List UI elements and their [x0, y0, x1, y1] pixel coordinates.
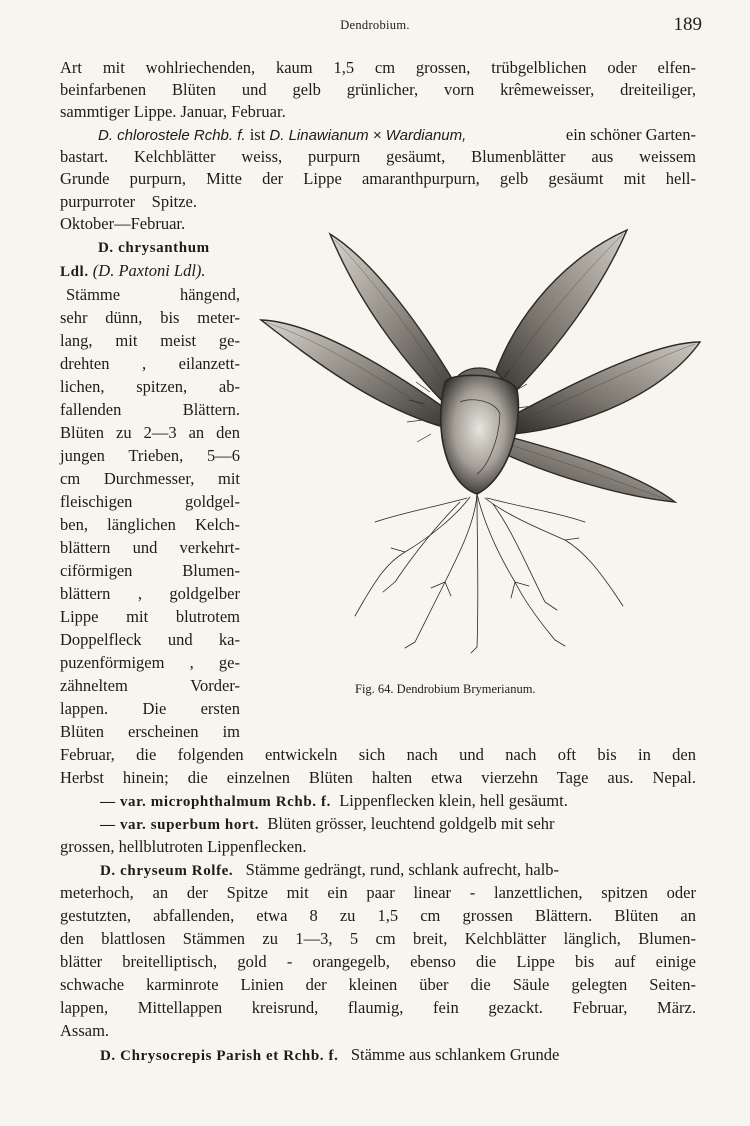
chryseum-first-line	[100, 859, 559, 882]
text-line: beinfarbenen Blüten und gelb grünlicher, vorn krêmeweisser, dreiteiliger,	[60, 80, 696, 99]
text-line: Oktober—Februar.	[60, 214, 186, 233]
text-line: purpurroter Spitze.	[60, 192, 198, 211]
text-line: gestutzten, abfallenden, etwa 8 zu 1,5 cm grossen Blättern. Blüten an	[60, 906, 696, 925]
hybrid-name: D. Linawianum × Wardianum,	[269, 127, 467, 144]
text-line: Februar, die folgenden entwickeln sich nach und nach oft bis in den	[60, 745, 696, 764]
orchid-illustration	[255, 222, 705, 654]
text-line: Art mit wohlriechenden, kaum 1,5 cm grossen, trübgelblichen oder elfen-	[60, 58, 696, 77]
text-line: meterhoch, an der Spitze mit ein paar linear - lanzettlichen, spitzen oder	[60, 883, 696, 902]
text-fragment: ein schöner Garten-	[561, 125, 696, 144]
text-line: Grunde purpurn, Mitte der Lippe amaranthpurpurn, gelb gesäumt mit hell-	[60, 169, 696, 188]
column-line: cm Durchmesser, mit	[60, 469, 240, 488]
column-line: puzenförmigem , ge-	[60, 653, 240, 672]
column-line: Stämme hängend,	[66, 285, 240, 304]
column-line: ciförmigen Blumen-	[60, 561, 240, 580]
text-line: schwache karminrote Linien der kleinen über die Säule gelegten Seiten-	[60, 975, 696, 994]
column-line: jungen Trieben, 5—6	[60, 446, 240, 465]
species-heading: D. chryseum Rolfe.	[100, 863, 234, 879]
column-line: lichen, spitzen, ab-	[60, 377, 240, 396]
column-line: zähneltem Vorder-	[60, 676, 240, 695]
column-line: blättern und verkehrt-	[60, 538, 240, 557]
connector-text: ist	[245, 125, 270, 144]
column-line: fleischigen goldgel-	[60, 492, 240, 511]
text-line: grossen, hellblutroten Lippenflecken.	[60, 837, 307, 856]
species-name: D. chlorostele Rchb. f.	[98, 127, 246, 144]
text-line: Assam.	[60, 1021, 110, 1040]
running-title: Dendrobium.	[340, 18, 410, 32]
figure-caption: Fig. 64. Dendrobium Brymerianum.	[355, 682, 536, 696]
column-line: Lippe mit blutrotem	[60, 607, 240, 626]
variety-text: Blüten grösser, leuchtend goldgelb mit sehr	[259, 814, 555, 833]
species-heading: D. chrysanthum	[98, 240, 210, 256]
text-line: blätter breitelliptisch, gold - orangegelb, ebenso die Lippe bis auf einige	[60, 952, 696, 971]
species-author: Ldl.	[60, 264, 89, 280]
variety-line	[100, 813, 555, 836]
variety-name: — var. microphthalmum Rchb. f.	[100, 794, 331, 810]
column-line: Doppelfleck und ka-	[60, 630, 240, 649]
column-line: drehten , eilanzett-	[60, 354, 240, 373]
chrysocrepis-line	[100, 1044, 559, 1067]
text-fragment: Stämme gedrängt, rund, schlank aufrecht, halb-	[233, 860, 560, 879]
column-line: blättern , goldgelber	[60, 584, 240, 603]
chlorostele-first-line	[98, 124, 696, 147]
text-line: sammtiger Lippe. Januar, Februar.	[60, 102, 286, 121]
column-line: ben, länglichen Kelch-	[60, 515, 240, 534]
species-heading: D. Chrysocrepis Parish et Rchb. f.	[100, 1048, 339, 1064]
column-line: Blüten erscheinen im	[60, 722, 240, 741]
text-fragment: Stämme aus schlankem Grunde	[338, 1045, 560, 1064]
column-line: lang, mit meist ge-	[60, 331, 240, 350]
text-line: lappen, Mittellappen kreisrund, flaumig, fein gezackt. Februar, März.	[60, 998, 696, 1017]
text-line: den blattlosen Stämmen zu 1—3, 5 cm breit, Kelchblätter länglich, Blumen-	[60, 929, 696, 948]
variety-text: Lippenflecken klein, hell gesäumt.	[330, 791, 568, 810]
text-line: bastart. Kelchblätter weiss, purpurn gesäumt, Blumenblätter aus weissem	[60, 147, 696, 166]
variety-name: — var. superbum hort.	[100, 817, 260, 833]
column-line: sehr dünn, bis meter-	[60, 308, 240, 327]
column-line: Blüten zu 2—3 an den	[60, 423, 240, 442]
species-author-line	[60, 260, 206, 283]
species-synonym: (D. Paxtoni Ldl).	[92, 261, 206, 280]
text-line: Herbst hinein; die einzelnen Blüten halten etwa vierzehn Tage aus. Nepal.	[60, 768, 696, 787]
column-line: lappen. Die ersten	[60, 699, 240, 718]
variety-line	[100, 790, 568, 813]
page-number: 189	[673, 14, 702, 35]
column-line: fallenden Blättern.	[60, 400, 240, 419]
